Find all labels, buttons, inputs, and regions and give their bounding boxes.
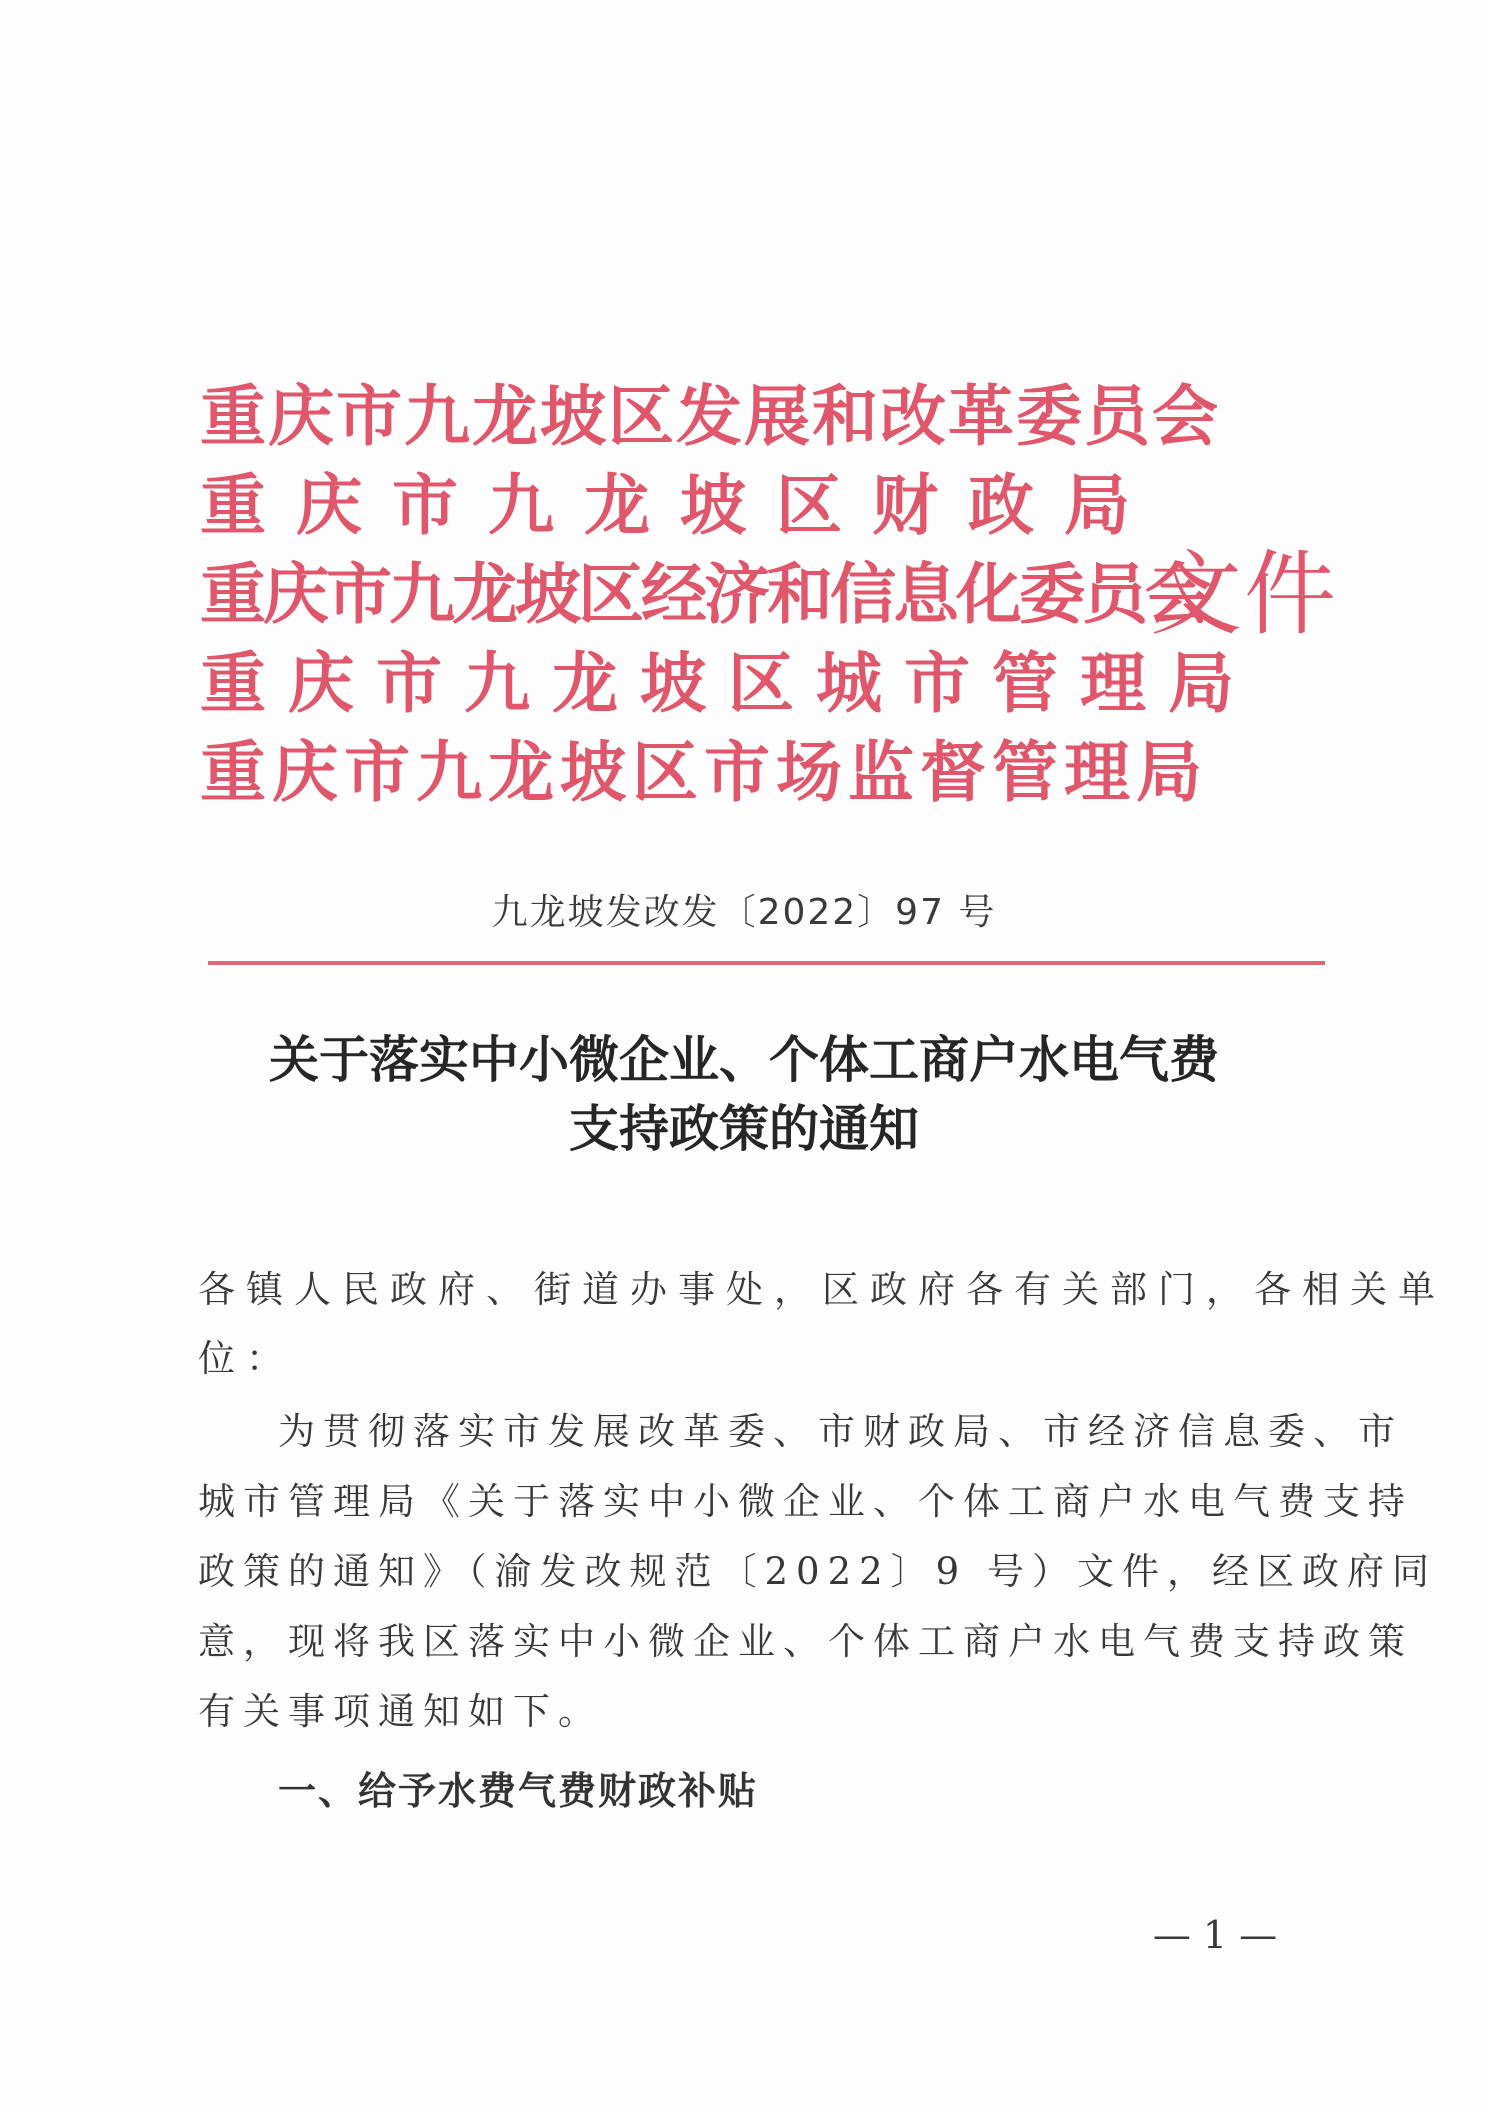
addressee-line-2: 位： [198,1337,294,1380]
document-title-line-1: 关于落实中小微企业、个体工商户水电气费 [269,1030,1219,1089]
masthead-org-3: 重庆市九龙坡区经济和信息化委员会 [200,556,1208,633]
document-title-line-2: 支持政策的通知 [569,1099,919,1158]
page-number: — 1 — [1152,1913,1278,1957]
document-number: 九龙坡发改发〔2022〕97 号 [491,892,997,933]
paragraph-1-line-1: 为贯彻落实市发展改革委、市财政局、市经济信息委、市 [278,1410,1403,1453]
masthead-org-2: 重庆市九龙坡区财政局 [200,467,1160,544]
masthead-org-5: 重庆市九龙坡区市场监督管理局 [200,734,1208,811]
paragraph-1-line-2: 城市管理局《关于落实中小微企业、个体工商户水电气费支持 [198,1480,1413,1523]
paragraph-1-line-3: 政策的通知》（渝发改规范〔2022〕9 号）文件，经区政府同 [198,1550,1437,1593]
masthead-org-1: 重庆市九龙坡区发展和改革委员会 [200,378,1220,455]
masthead-org-4: 重庆市九龙坡区城市管理局 [200,645,1256,722]
paragraph-1-line-5: 有关事项通知如下。 [198,1690,603,1733]
paragraph-1-line-4: 意，现将我区落实中小微企业、个体工商户水电气费支持政策 [198,1620,1413,1663]
addressee-line-1: 各镇人民政府、街道办事处，区政府各有关部门，各相关单 [198,1268,1446,1311]
red-divider-line [208,961,1325,965]
masthead-suffix: 文件 [1150,541,1339,648]
section-1-heading: 一、给予水费气费财政补贴 [278,1769,759,1813]
